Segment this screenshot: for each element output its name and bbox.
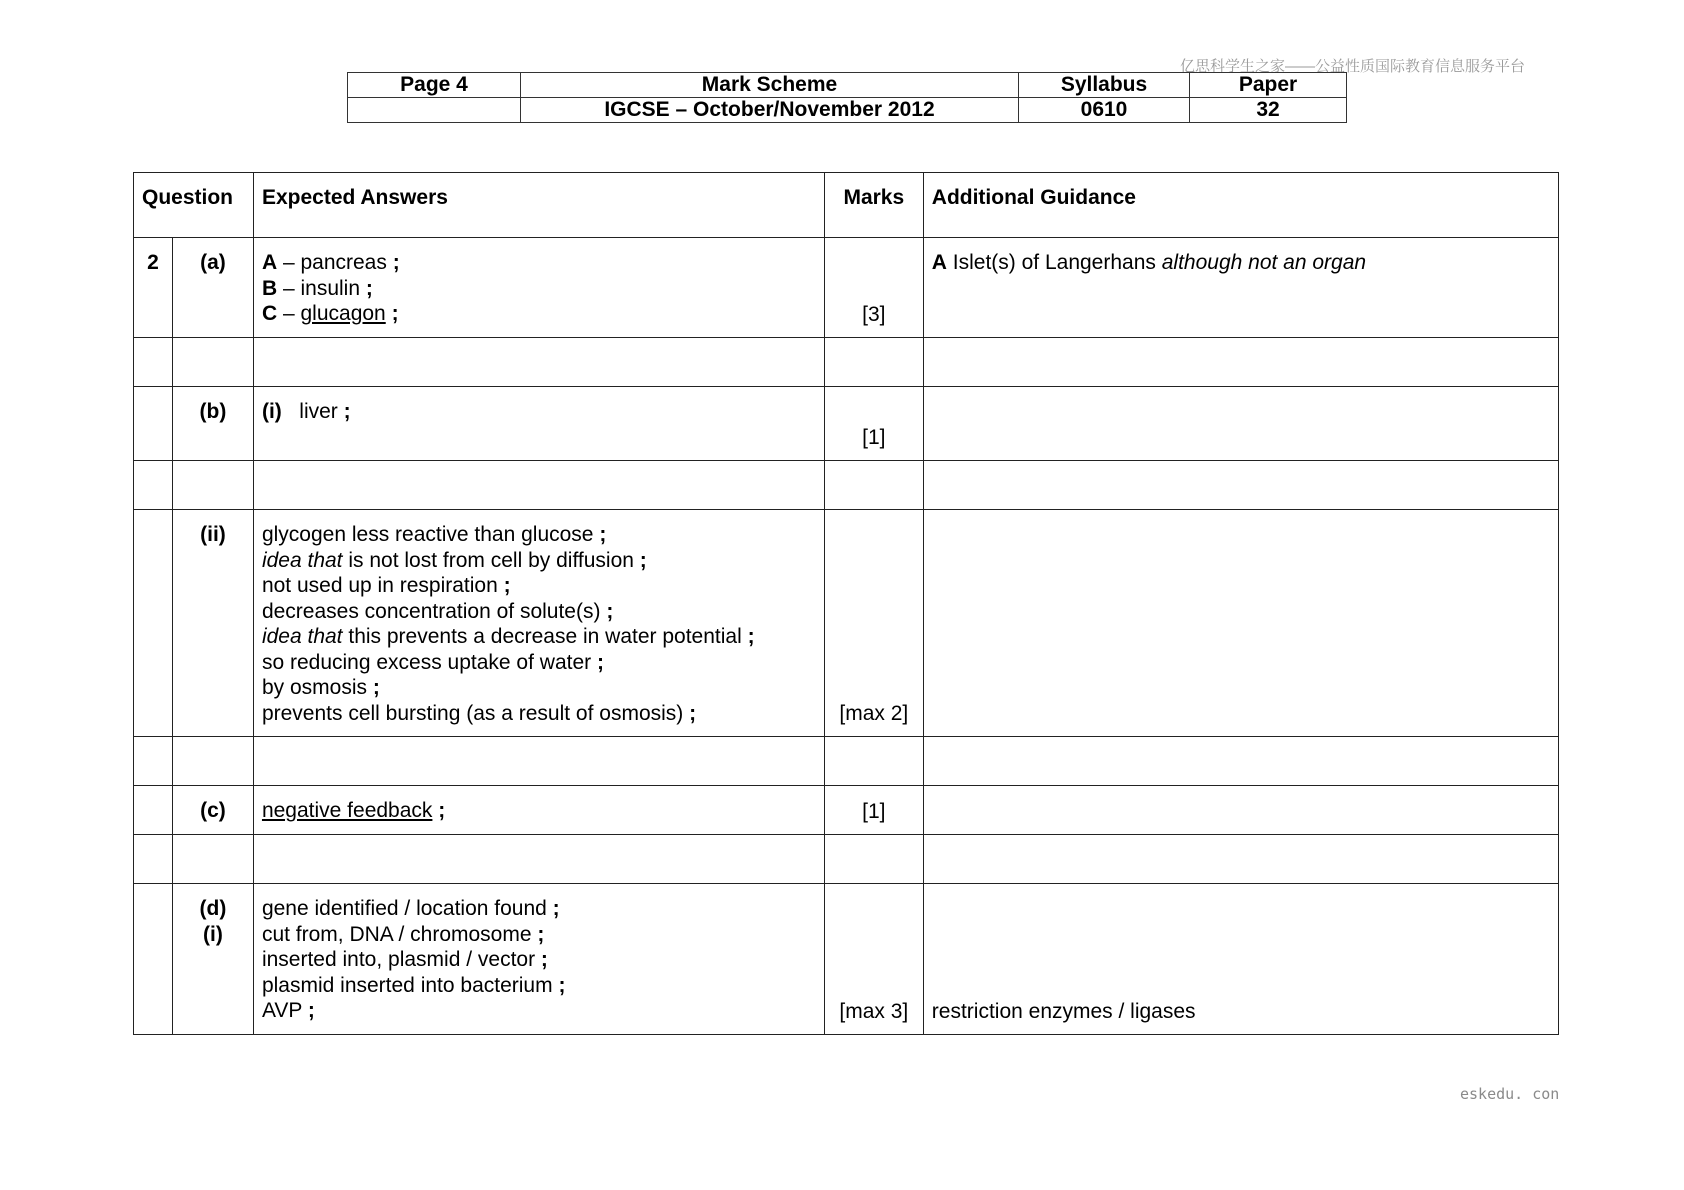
marks-value: [3] bbox=[824, 238, 923, 338]
additional-guidance: restriction enzymes / ligases bbox=[923, 884, 1558, 1035]
column-expected-answers: Expected Answers bbox=[253, 173, 824, 238]
expected-answers: A – pancreas ; B – insulin ; C – glucagon ; bbox=[253, 238, 824, 338]
question-part: (d) (i) bbox=[172, 884, 253, 1035]
column-question: Question bbox=[134, 173, 254, 238]
expected-answers: glycogen less reactive than glucose ; idea that is not lost from cell by diffusion ; not used up in respiration ; decreases concentration of solute(s) ; idea that this prevents a decrease in water potential ; so reducing excess uptake of water ; by osmosis ; prevents cell bursting (as a result of osmosis) ; bbox=[253, 510, 824, 737]
expected-answers: (i) liver ; bbox=[253, 387, 824, 461]
exam-session: IGCSE – October/November 2012 bbox=[521, 98, 1019, 123]
question-part: (c) bbox=[172, 786, 253, 835]
question-part: (ii) bbox=[172, 510, 253, 737]
spacer-row bbox=[134, 835, 1559, 884]
syllabus-label: Syllabus bbox=[1019, 73, 1190, 98]
mark-scheme-table bbox=[133, 172, 1559, 1035]
column-additional-guidance: Additional Guidance bbox=[923, 173, 1558, 238]
paper-label: Paper bbox=[1190, 73, 1347, 98]
expected-answers: negative feedback ; bbox=[253, 786, 824, 835]
expected-answers: gene identified / location found ; cut from, DNA / chromosome ; inserted into, plasmid / vector ; plasmid inserted into bacterium ; AVP ; bbox=[253, 884, 824, 1035]
additional-guidance: A Islet(s) of Langerhans although not an organ bbox=[923, 238, 1558, 338]
paper-number: 32 bbox=[1190, 98, 1347, 123]
question-part: (a) bbox=[172, 238, 253, 338]
syllabus-code: 0610 bbox=[1019, 98, 1190, 123]
question-part: (b) bbox=[172, 387, 253, 461]
table-row-2c bbox=[134, 786, 1559, 835]
question-number: 2 bbox=[134, 238, 173, 338]
table-row-2b-i bbox=[134, 387, 1559, 461]
table-row-2a bbox=[134, 238, 1559, 338]
marks-value: [max 2] bbox=[824, 510, 923, 737]
header-table bbox=[347, 72, 1347, 123]
page-number: Page 4 bbox=[348, 73, 521, 98]
table-row-2b-ii bbox=[134, 510, 1559, 737]
spacer-row bbox=[134, 338, 1559, 387]
marks-value: [max 3] bbox=[824, 884, 923, 1035]
column-marks: Marks bbox=[824, 173, 923, 238]
marks-value: [1] bbox=[824, 786, 923, 835]
spacer-row bbox=[134, 461, 1559, 510]
table-row-2d-i bbox=[134, 884, 1559, 1035]
header-empty-cell bbox=[348, 98, 521, 123]
table-header-row bbox=[134, 173, 1559, 238]
watermark-bottom: eskedu. con bbox=[1460, 1085, 1560, 1103]
spacer-row bbox=[134, 737, 1559, 786]
marks-value: [1] bbox=[824, 387, 923, 461]
watermark-top: 亿思科学生之家——公益性质国际教育信息服务平台 bbox=[1180, 58, 1526, 75]
mark-scheme-title: Mark Scheme bbox=[521, 73, 1019, 98]
